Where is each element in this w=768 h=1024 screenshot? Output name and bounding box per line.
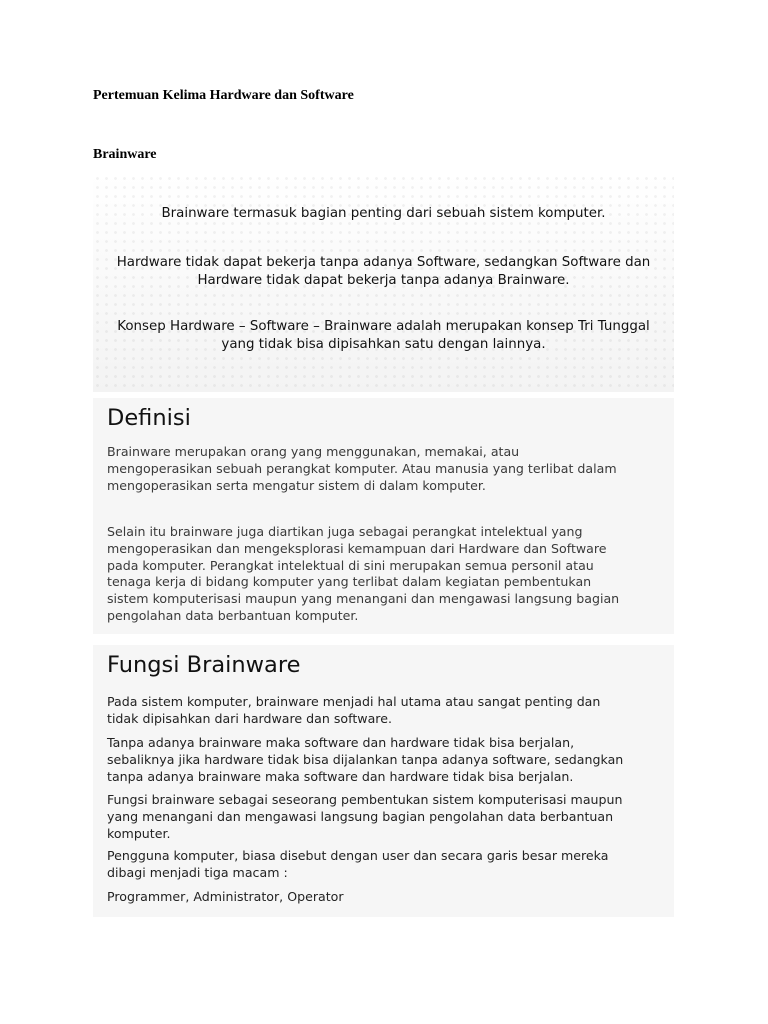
definisi-paragraph-1: [107, 444, 664, 494]
intro-statement-1: Brainware termasuk bagian penting dari sebuah sistem komputer.: [161, 206, 606, 221]
paragraph-line: pada komputer. Perangkat intelektual di sini merupakan semua personil atau: [107, 557, 594, 573]
paragraph-line: tanpa adanya brainware maka software dan hardware tidak bisa berjalan.: [107, 768, 574, 784]
paragraph-line: sistem komputerisasi maupun yang menangani dan mengawasi langsung bagian: [107, 591, 620, 607]
paragraph-line: pengolahan data berbantuan komputer.: [107, 607, 359, 623]
paragraph-line: mengoperasikan dan mengeksplorasi kemampuan dari Hardware dan Software: [107, 540, 607, 556]
paragraph-line: komputer.: [107, 825, 171, 841]
fungsi-paragraph-1: [107, 694, 664, 728]
fungsi-title: Fungsi Brainware: [107, 652, 301, 678]
page-title: Pertemuan Kelima Hardware dan Software: [93, 88, 354, 103]
paragraph-line: Tanpa adanya brainware maka software dan hardware tidak bisa berjalan,: [107, 735, 575, 750]
paragraph-line: tenaga kerja di bidang komputer yang terlibat dalam kegiatan pembentukan: [107, 574, 592, 590]
paragraph-line: tidak dipisahkan dari hardware dan software.: [107, 710, 392, 726]
definisi-paragraph-2: [107, 524, 664, 625]
intro-statement-3-line: yang tidak bisa dipisahkan satu dengan lainnya.: [221, 337, 546, 352]
intro-statement-2-line: Hardware tidak dapat bekerja tanpa adanya Software, sedangkan Software dan: [116, 255, 651, 270]
paragraph-line: dibagi menjadi tiga macam :: [107, 864, 288, 880]
fungsi-paragraph-2: [107, 735, 664, 785]
paragraph-line: Selain itu brainware juga diartikan juga sebagai perangkat intelektual yang: [107, 524, 583, 539]
intro-statement-2-line: Hardware tidak dapat bekerja tanpa adanya Brainware.: [197, 273, 570, 288]
intro-statement-3: [93, 318, 674, 354]
paragraph-line: Pengguna komputer, biasa disebut dengan user dan secara garis besar mereka: [107, 848, 609, 863]
paragraph-line: Fungsi brainware sebagai seseorang pembentukan sistem komputerisasi maupun: [107, 792, 623, 807]
definisi-title: Definisi: [107, 405, 191, 431]
fungsi-paragraph-4: [107, 848, 664, 882]
definisi-slide-image: [93, 398, 674, 634]
section-heading: Brainware: [93, 147, 157, 162]
paragraph-line: mengoperasikan serta mengatur sistem di dalam komputer.: [107, 477, 486, 493]
intro-statement-3-line: Konsep Hardware – Software – Brainware adalah merupakan konsep Tri Tunggal: [117, 319, 650, 334]
fungsi-slide-image: [93, 645, 674, 917]
intro-statement-2: [93, 254, 674, 290]
fungsi-paragraph-3: [107, 792, 664, 842]
intro-slide-image: [93, 174, 674, 392]
paragraph-line: sebaliknya jika hardware tidak bisa dijalankan tanpa adanya software, sedangkan: [107, 751, 624, 767]
user-types-list: Programmer, Administrator, Operator: [107, 889, 344, 904]
paragraph-line: yang menangani dan mengawasi langsung bagian pengolahan data berbantuan: [107, 808, 614, 824]
paragraph-line: Pada sistem komputer, brainware menjadi hal utama atau sangat penting dan: [107, 694, 601, 709]
paragraph-line: Brainware merupakan orang yang menggunakan, memakai, atau: [107, 444, 520, 459]
paragraph-line: mengoperasikan sebuah perangkat komputer. Atau manusia yang terlibat dalam: [107, 460, 617, 476]
